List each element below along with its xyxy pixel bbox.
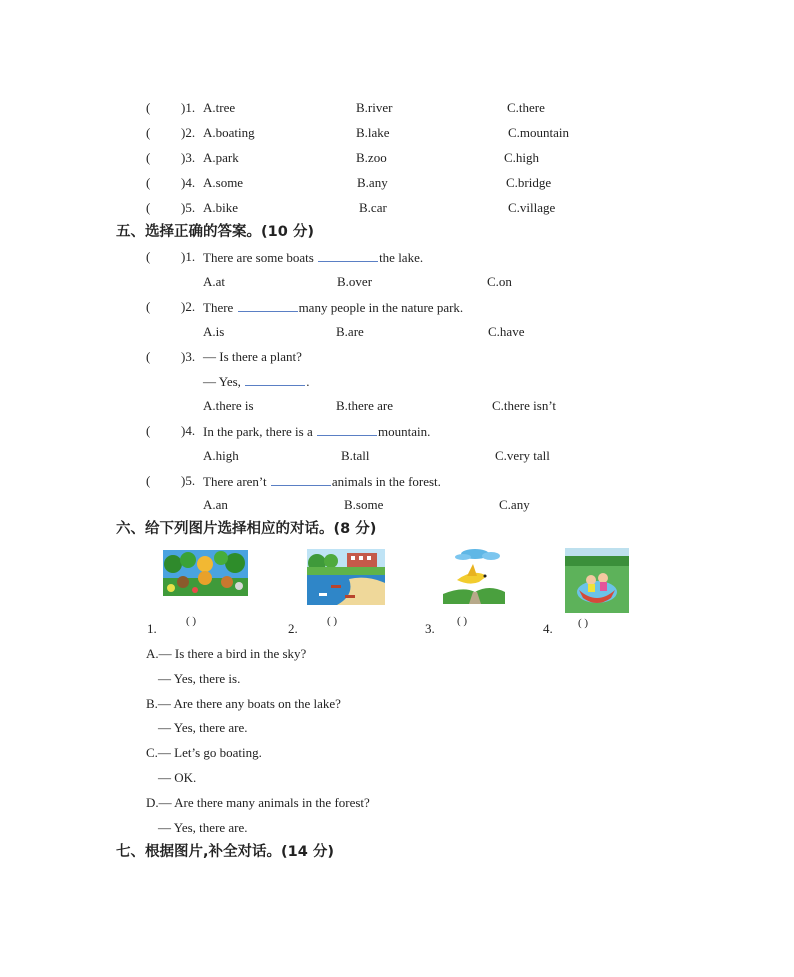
option-a: A.tree	[203, 100, 236, 115]
boating-children-picture	[565, 548, 629, 613]
option-c: C.on	[487, 274, 512, 289]
fill-blank[interactable]	[318, 249, 378, 262]
option-c: C.village	[508, 200, 556, 215]
answer-paren[interactable]: (	[146, 125, 151, 140]
question-number: )3.	[181, 150, 196, 165]
question-number: )2.	[181, 299, 196, 314]
option-b: B.lake	[356, 125, 390, 140]
option-b: B.river	[356, 100, 393, 115]
picture-number: 3.	[425, 621, 435, 636]
answer-paren[interactable]: ( )	[327, 615, 338, 627]
question-text: There many people in the nature park.	[203, 300, 464, 315]
option-c: C.have	[488, 324, 525, 339]
answer-paren[interactable]: ( )	[578, 617, 589, 629]
option-c: C.there isn’t	[492, 398, 557, 413]
question-number: )1.	[181, 249, 196, 264]
section-heading: 七、根据图片,补全对话。(14 分)	[116, 844, 334, 860]
option-c: C.any	[499, 497, 530, 512]
option-b: B.zoo	[356, 150, 387, 165]
question-number: )5.	[181, 200, 196, 215]
option-a: A.bike	[203, 200, 239, 215]
question-number: )3.	[181, 349, 196, 364]
answer-paren[interactable]: (	[146, 299, 151, 314]
option-a: A.park	[203, 150, 239, 165]
option-c: C.bridge	[506, 175, 552, 190]
option-c: C.very tall	[495, 448, 550, 463]
fill-blank[interactable]	[271, 473, 331, 486]
dialog-answer: — OK.	[158, 770, 197, 785]
answer-paren[interactable]: (	[146, 150, 151, 165]
answer-paren[interactable]: (	[146, 200, 151, 215]
question-text: In the park, there is a mountain.	[203, 424, 431, 439]
dialog-answer: — Yes, there are.	[158, 720, 248, 735]
option-a: A.some	[203, 175, 244, 190]
option-a: A.there is	[203, 398, 254, 413]
question-number: )4.	[181, 175, 196, 190]
picture-number: 4.	[543, 621, 553, 636]
answer-paren[interactable]: ( )	[457, 615, 468, 627]
fill-blank[interactable]	[245, 373, 305, 386]
dialog-question: B.— Are there any boats on the lake?	[146, 696, 341, 711]
question-number: )5.	[181, 473, 196, 488]
answer-paren[interactable]: (	[146, 249, 151, 264]
option-b: B.are	[336, 324, 364, 339]
option-b: B.some	[344, 497, 384, 512]
question-text: There aren’t animals in the forest.	[203, 474, 441, 489]
answer-paren[interactable]: (	[146, 349, 151, 364]
dialog-question: D.— Are there many animals in the forest?	[146, 795, 370, 810]
dialog-question: A.— Is there a bird in the sky?	[146, 646, 307, 661]
question-text: — Yes, .	[203, 374, 310, 389]
answer-paren[interactable]: (	[146, 100, 151, 115]
option-c: C.there	[507, 100, 545, 115]
question-text: — Is there a plant?	[203, 349, 302, 364]
answer-paren[interactable]: (	[146, 175, 151, 190]
picture-number: 2.	[288, 621, 298, 636]
answer-paren[interactable]: ( )	[186, 615, 197, 627]
option-a: A.at	[203, 274, 226, 289]
lake-boats-picture	[307, 549, 385, 605]
option-a: A.boating	[203, 125, 255, 140]
option-a: A.is	[203, 324, 225, 339]
section-heading: 六、给下列图片选择相应的对话。(8 分)	[116, 521, 377, 537]
option-a: A.an	[203, 497, 228, 512]
option-b: B.car	[359, 200, 387, 215]
option-c: C.high	[504, 150, 540, 165]
option-b: B.there are	[336, 398, 394, 413]
option-b: B.any	[357, 175, 388, 190]
question-number: )1.	[181, 100, 196, 115]
question-number: )4.	[181, 423, 196, 438]
option-b: B.over	[337, 274, 373, 289]
option-b: B.tall	[341, 448, 370, 463]
fill-blank[interactable]	[317, 423, 377, 436]
option-a: A.high	[203, 448, 239, 463]
dialog-question: C.— Let’s go boating.	[146, 745, 262, 760]
dialog-answer: — Yes, there is.	[158, 671, 241, 686]
section-heading: 五、选择正确的答案。(10 分)	[116, 224, 314, 240]
question-text: There are some boats the lake.	[203, 250, 424, 265]
bird-sky-picture	[443, 546, 505, 604]
option-c: C.mountain	[508, 125, 570, 140]
picture-number: 1.	[147, 621, 157, 636]
answer-paren[interactable]: (	[146, 473, 151, 488]
question-number: )2.	[181, 125, 196, 140]
answer-paren[interactable]: (	[146, 423, 151, 438]
forest-animals-picture	[163, 550, 248, 596]
fill-blank[interactable]	[238, 299, 298, 312]
dialog-answer: — Yes, there are.	[158, 820, 248, 835]
